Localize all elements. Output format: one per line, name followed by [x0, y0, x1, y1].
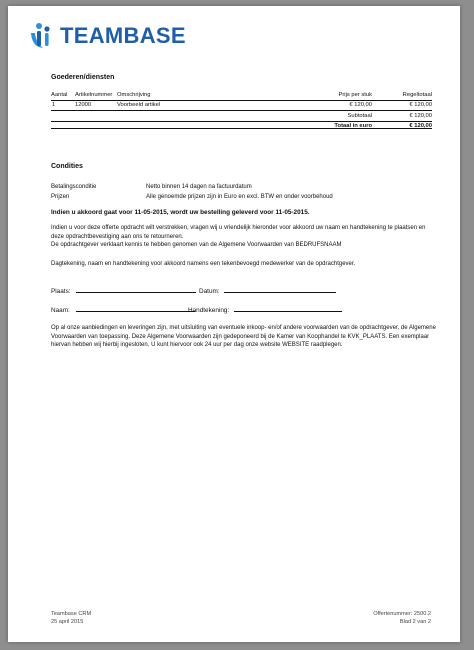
logo-wordmark: TEAMBASE — [60, 23, 186, 48]
footer-quote-number: Offertenummer: 2500.2 — [373, 611, 431, 617]
col-header-description: Omschrijving — [117, 90, 292, 100]
goods-section-title: Goederen/diensten — [51, 74, 115, 81]
footer-company: Teambase CRM — [51, 611, 92, 617]
subtotal-value: € 120,00 — [372, 111, 432, 122]
cell-description: Voorbeeld artikel — [117, 102, 161, 109]
order-instruction-paragraph — [51, 224, 436, 250]
col-header-line-total: Regeltotaal — [372, 90, 432, 100]
place-input-line — [76, 286, 196, 293]
cell-article: 12000 — [75, 102, 92, 109]
delivery-deadline-text: Indien u akkoord gaat voor 11-05-2015, wordt uw bestelling geleverd voor 11-05-2015. — [51, 209, 310, 216]
subtotal-row — [51, 111, 432, 122]
totals-bottom-rule — [51, 128, 432, 129]
total-value: € 120,00 — [372, 121, 432, 131]
subtotal-label: Subtotaal — [292, 111, 372, 122]
footer-right — [373, 611, 431, 626]
place-field-row — [51, 286, 196, 295]
place-label: Plaats: — [51, 288, 71, 295]
name-label: Naam: — [51, 307, 70, 314]
general-terms-paragraph: Op al onze aanbiedingen en leveringen zijn, met uitsluiting van eventuele inkoop- en/of andere voorwaarden van de opdrachtgever, de Algemene Voorwaarden van toepassing. Deze Algemene Voorwaarden zijn gedeponeerd bij de Kamer van Koophandel te KVK_PLAATS. Een exemplaar hiervan hebben wij hierbij ingesloten. U kunt hiervoor ook 24 uur per dag onze website WEBSITE raadplegen. — [51, 325, 436, 349]
col-header-unit-price: Prijs per stuk — [292, 90, 372, 100]
signature-field-row — [188, 305, 342, 314]
signature-label: Handtekening: — [188, 307, 230, 314]
terms-acknowledgement-text: De opdrachtgever verklaart kennis te hebben genomen van de Algemene Voorwaarden van BEDRUFSNAAM — [51, 242, 342, 249]
conditions-section-title: Condities — [51, 163, 83, 170]
signature-instruction-text: Dagtekening, naam en handtekening voor akkoord namens een tekenbevoegd medewerker van de opdrachtgever. — [51, 261, 356, 267]
teambase-logo-icon — [28, 21, 58, 51]
total-row — [51, 121, 432, 131]
footer-left — [51, 611, 91, 626]
prices-label: Prijzen — [51, 194, 70, 200]
footer-date: 25 april 2015 — [51, 618, 84, 625]
cell-unit-price: € 120,00 — [349, 102, 372, 109]
col-header-qty: Aantal — [51, 90, 75, 100]
cell-line-total: € 120,00 — [409, 102, 432, 109]
name-input-line — [76, 305, 195, 312]
total-label: Totaal in euro — [292, 121, 372, 131]
payment-condition-value: Netto binnen 14 dagen na factuurdatum — [146, 184, 252, 190]
order-instruction-text: Indien u voor deze offerte opdracht wilt verstrekken, vragen wij u vriendelijk hieronder voor akkoord uw naam en handtekening te plaatsen en deze opdrachtbevestiging aan ons te retourneren. — [51, 225, 426, 240]
payment-condition-label: Betalingsconditie — [51, 184, 97, 190]
date-input-line — [224, 286, 336, 293]
prices-value: Alle genoemde prijzen zijn in Euro en excl. BTW en onder voorbehoud — [146, 194, 333, 200]
col-header-article: Artikelnummer — [75, 90, 117, 100]
table-row — [51, 100, 432, 111]
date-label: Datum: — [199, 288, 220, 295]
cell-qty: 1 — [52, 102, 56, 109]
goods-table — [51, 90, 432, 131]
date-field-row — [199, 286, 336, 295]
signature-input-line — [234, 305, 342, 312]
footer-page-number: Blad 2 van 2 — [399, 618, 431, 625]
company-logo — [28, 21, 186, 51]
table-header-row — [51, 90, 432, 100]
document-page — [8, 6, 460, 642]
name-field-row — [51, 305, 195, 314]
